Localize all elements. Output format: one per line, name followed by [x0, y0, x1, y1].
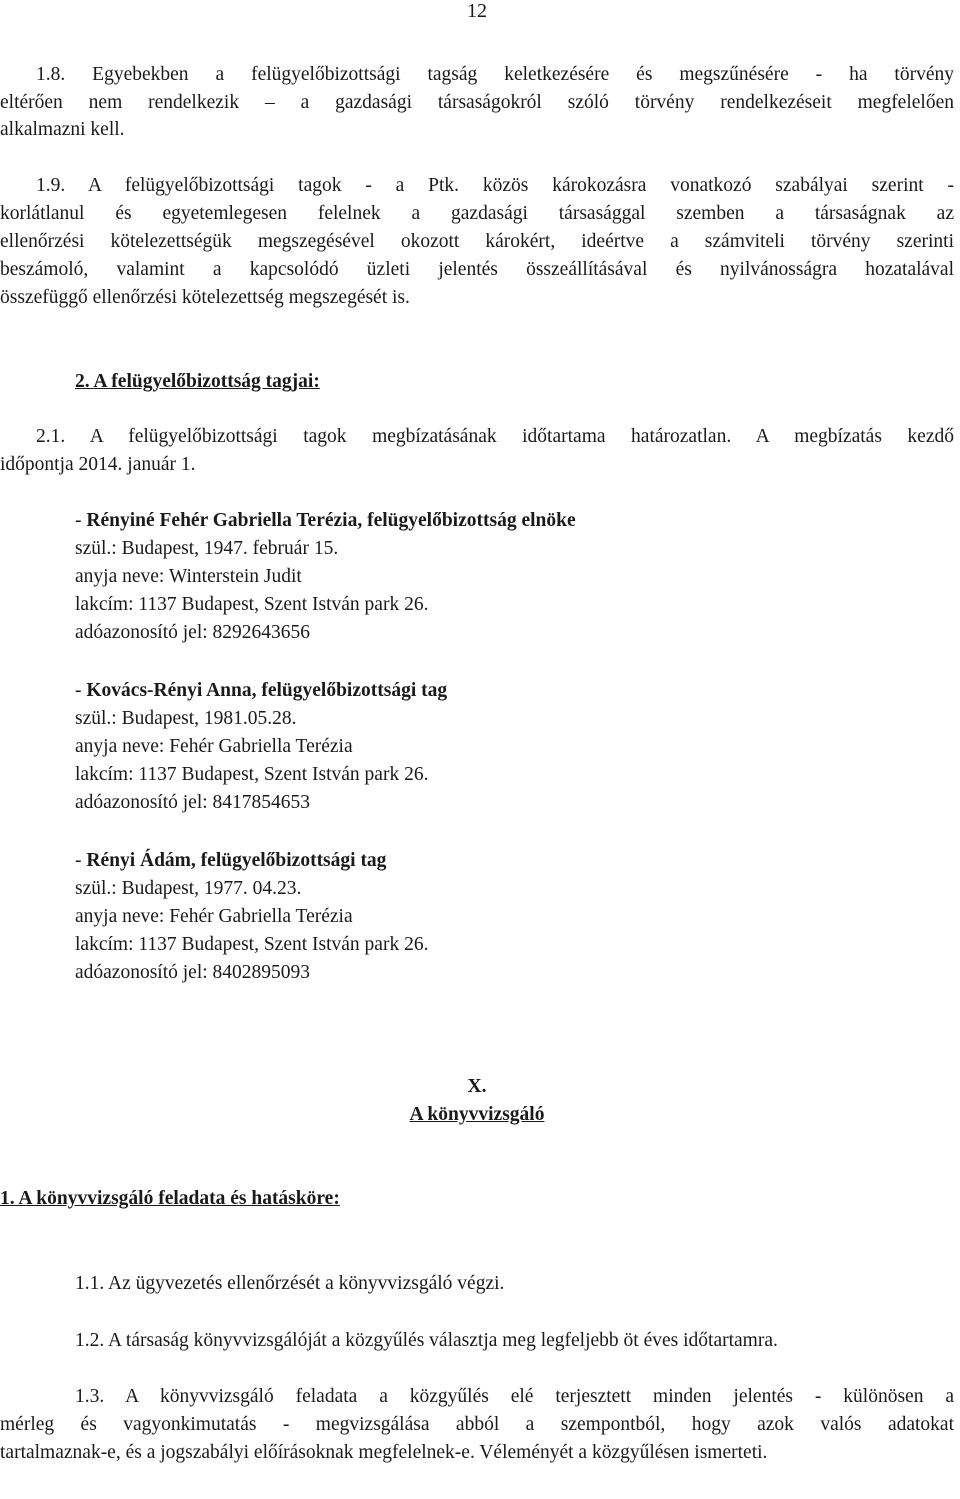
member-2-title	[75, 680, 447, 702]
para-1-8-line-1: 1.8. Egyebekben a felügyelőbizottsági tagság keletkezésére és megszűnésére - ha törvény	[36, 64, 954, 85]
auditor-heading: 1. A könyvvizsgáló feladata és hatásköre:	[0, 1188, 340, 1209]
para-1-9-line-1: 1.9. A felügyelőbizottsági tagok - a Ptk. közös károkozásra vonatkozó szabályai szerint -	[36, 175, 954, 196]
member-dash: -	[75, 850, 87, 871]
para-1-9-line-2: korlátlanul és egyetemlegesen felelnek a gazdasági társasággal szemben a társaságnak az	[0, 203, 954, 224]
para-2-1-line-1: 2.1. A felügyelőbizottsági tagok megbízatásának időtartama határozatlan. A megbízatás kezdő	[36, 426, 954, 447]
member-1-born: szül.: Budapest, 1947. február 15.	[75, 538, 339, 559]
chapter-title: A könyvvizsgáló	[409, 1104, 545, 1125]
member-1-address: lakcím: 1137 Budapest, Szent István park 26.	[75, 594, 429, 615]
para-1-2: 1.2. A társaság könyvvizsgálóját a közgyűlés választja meg legfeljebb öt éves időtartamra.	[75, 1330, 778, 1351]
para-1-3-line-3: tartalmaznak-e, és a jogszabályi előírásoknak megfelelnek-e. Véleményét a közgyűlésen ismerteti.	[0, 1442, 768, 1463]
member-1-title	[75, 510, 576, 532]
para-2-1-line-2: időpontja 2014. január 1.	[0, 454, 196, 475]
para-1-9-line-5: összefüggő ellenőrzési kötelezettség megszegését is.	[0, 287, 410, 308]
member-3-address: lakcím: 1137 Budapest, Szent István park 26.	[75, 934, 429, 955]
member-name: Rényiné Fehér Gabriella Terézia, felügyelőbizottság elnöke	[86, 510, 576, 531]
member-2-taxid: adóazonosító jel: 8417854653	[75, 792, 311, 813]
para-1-8-line-2: eltérően nem rendelkezik – a gazdasági társaságokról szóló törvény rendelkezéseit megfelelően	[0, 92, 954, 113]
para-1-9-line-3: ellenőrzési kötelezettségük megszegésével okozott károkért, ideértve a számviteli törvény szerinti	[0, 231, 954, 252]
member-3-mother: anyja neve: Fehér Gabriella Terézia	[75, 906, 353, 927]
member-dash: -	[75, 510, 87, 531]
para-1-3-line-1: 1.3. A könyvvizsgáló feladata a közgyűlés elé terjesztett minden jelentés - különösen a	[75, 1386, 954, 1407]
member-3-taxid: adóazonosító jel: 8402895093	[75, 962, 311, 983]
member-1-taxid: adóazonosító jel: 8292643656	[75, 622, 311, 643]
para-1-1: 1.1. Az ügyvezetés ellenőrzését a könyvvizsgáló végzi.	[75, 1273, 505, 1294]
chapter-number: X.	[467, 1076, 487, 1097]
para-1-3-line-2: mérleg és vagyonkimutatás - megvizsgálása abból a szempontból, hogy azok valós adatokat	[0, 1414, 954, 1435]
page-number: 12	[467, 0, 487, 22]
member-name: Rényi Ádám, felügyelőbizottsági tag	[86, 850, 387, 871]
member-3-born: szül.: Budapest, 1977. 04.23.	[75, 878, 302, 899]
member-3-title	[75, 850, 386, 872]
para-1-8-line-3: alkalmazni kell.	[0, 119, 125, 140]
member-2-born: szül.: Budapest, 1981.05.28.	[75, 708, 297, 729]
member-1-mother: anyja neve: Winterstein Judit	[75, 566, 302, 587]
member-2-address: lakcím: 1137 Budapest, Szent István park 26.	[75, 764, 429, 785]
section-2-heading: 2. A felügyelőbizottság tagjai:	[75, 371, 320, 392]
member-2-mother: anyja neve: Fehér Gabriella Terézia	[75, 736, 353, 757]
member-name: Kovács-Rényi Anna, felügyelőbizottsági tag	[86, 680, 448, 701]
para-1-9-line-4: beszámoló, valamint a kapcsolódó üzleti jelentés összeállításával és nyilvánosságra hozatalával	[0, 259, 954, 280]
member-dash: -	[75, 680, 87, 701]
